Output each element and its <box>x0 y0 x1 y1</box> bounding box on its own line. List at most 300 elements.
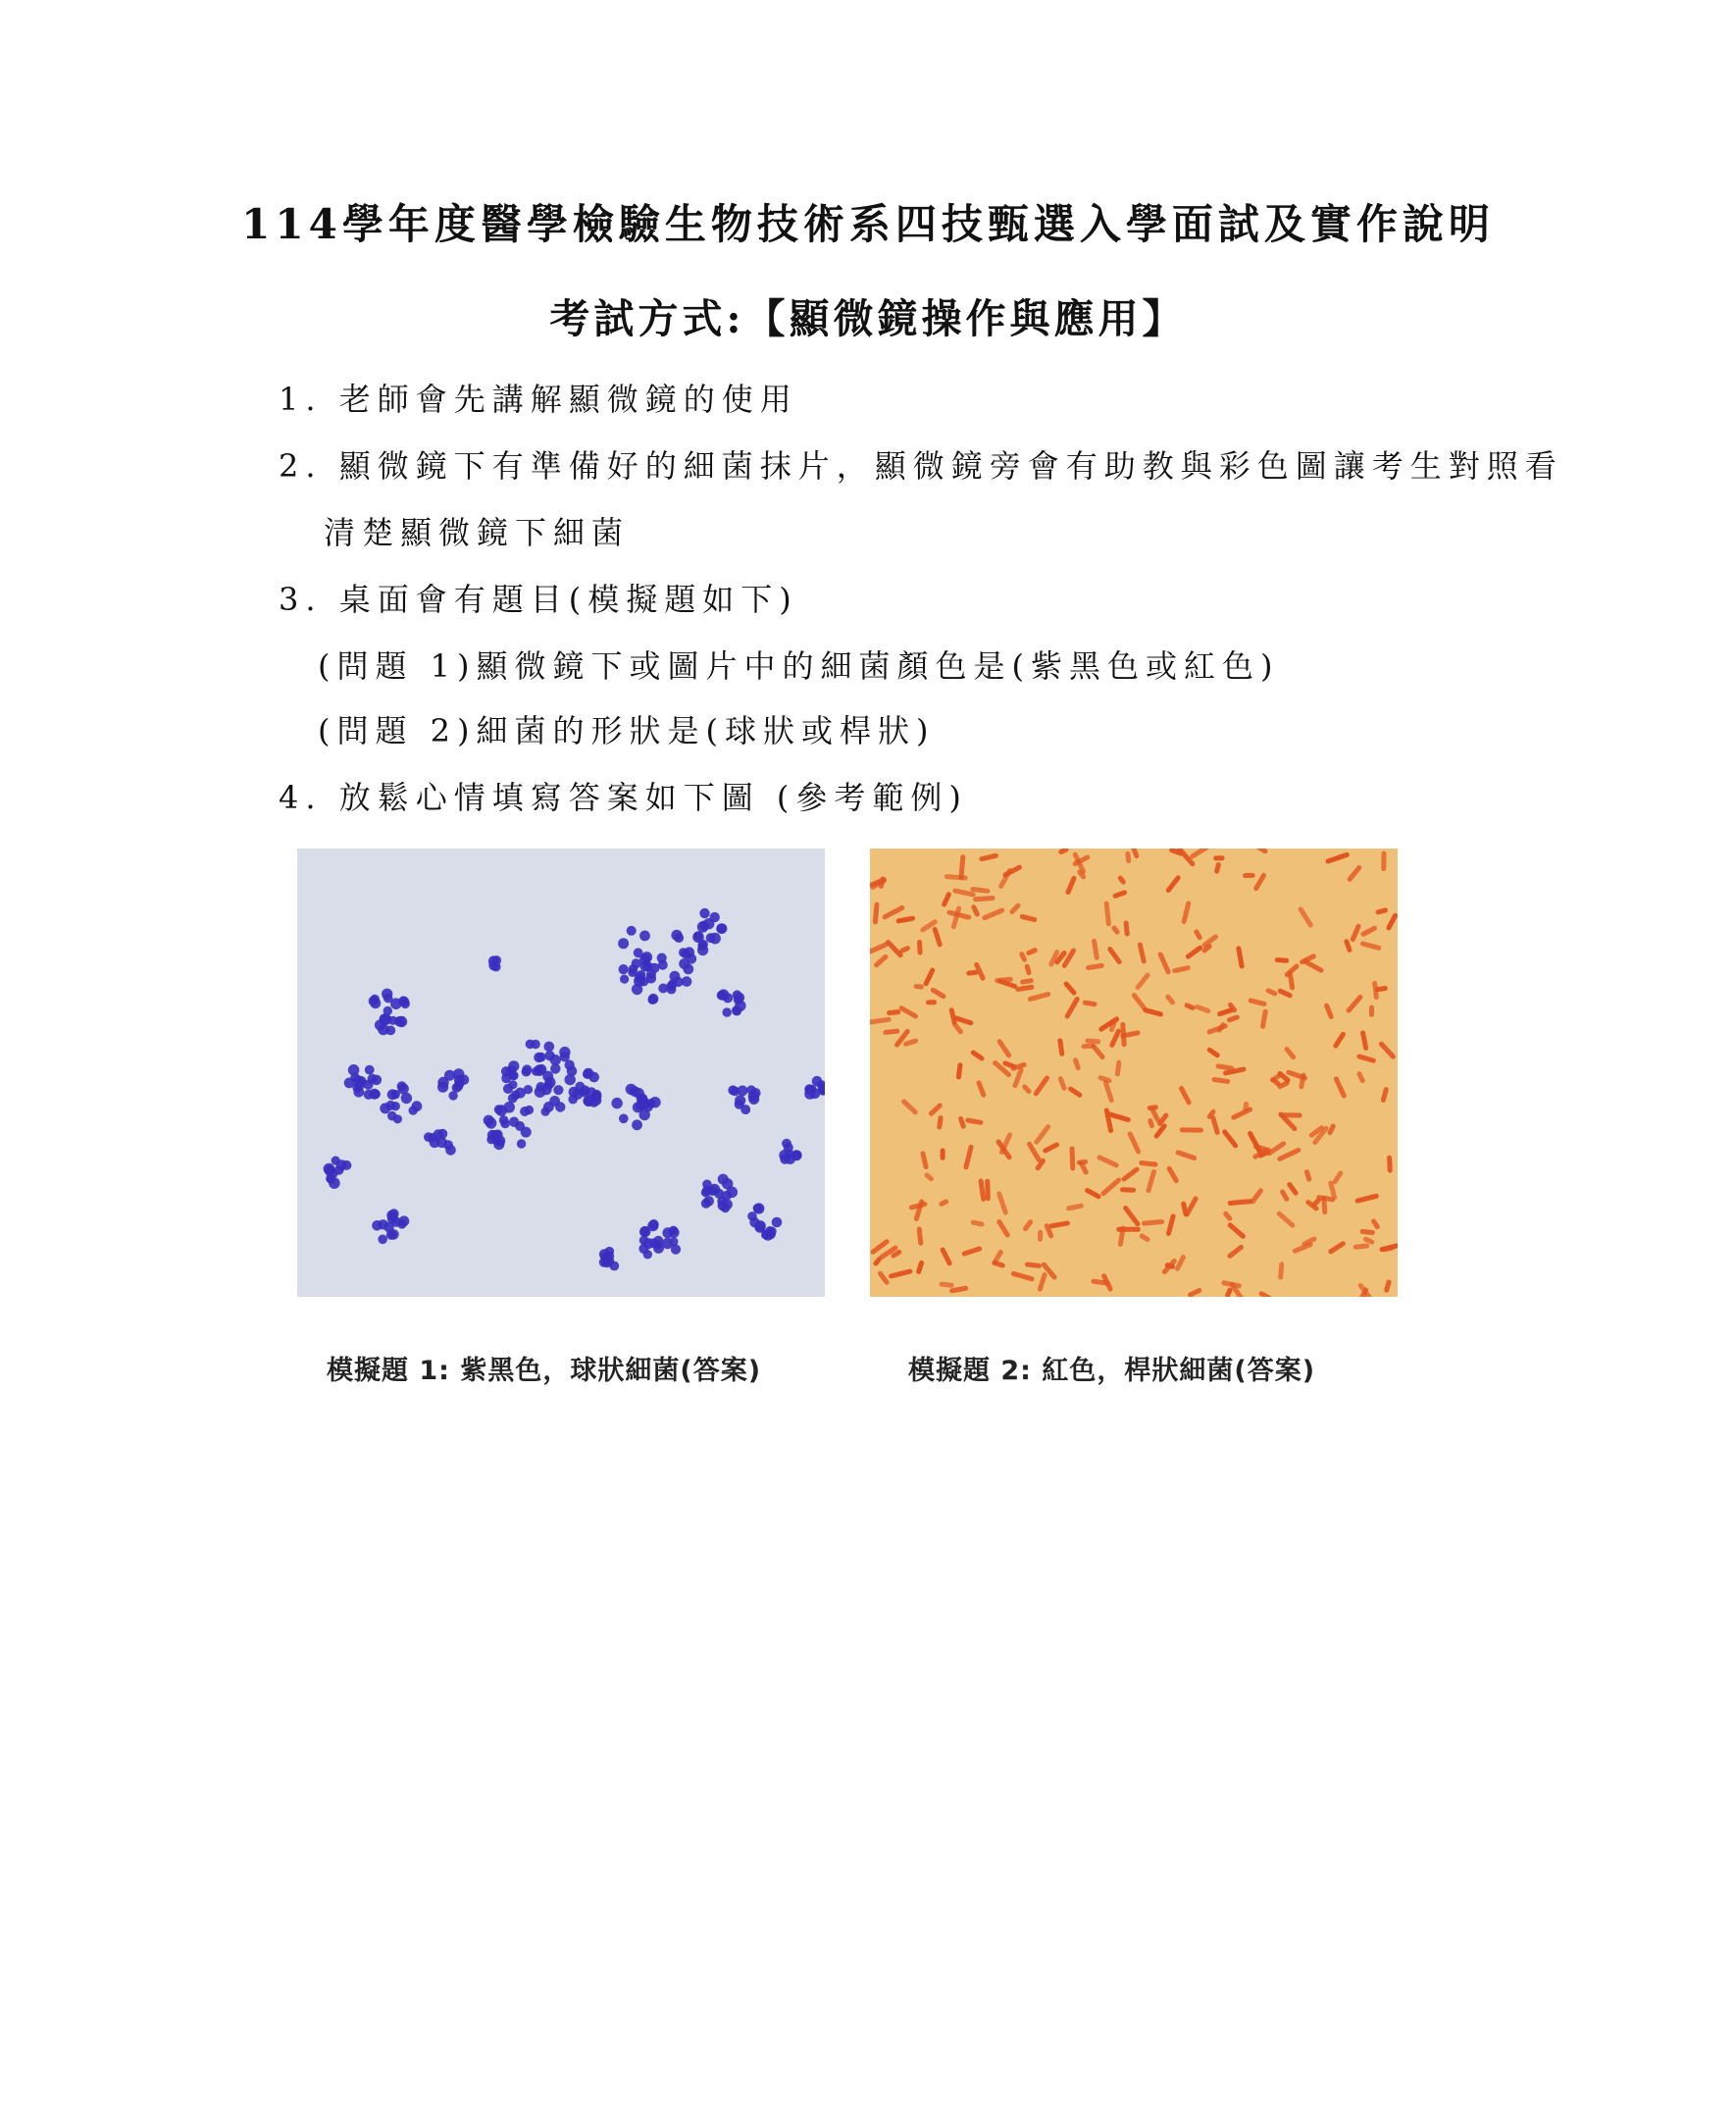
rod-cell <box>1193 929 1202 942</box>
rod-cell <box>1189 849 1212 860</box>
coccus-cell <box>634 1088 644 1099</box>
coccus-cell <box>553 1085 563 1095</box>
coccus-cell <box>671 930 682 941</box>
rod-cell <box>1258 1290 1275 1297</box>
rod-cell <box>1090 1043 1105 1060</box>
rod-cell <box>1174 1254 1187 1271</box>
rod-cell <box>1084 1187 1101 1200</box>
rod-cell <box>1211 1077 1230 1085</box>
rod-cell <box>979 852 998 861</box>
rod-cell <box>970 1050 986 1062</box>
coccus-cell <box>735 993 745 1004</box>
rod-cell <box>1033 1123 1051 1146</box>
rod-cell <box>1178 1085 1192 1106</box>
rod-cell <box>1325 851 1351 864</box>
rod-cell <box>1243 873 1255 878</box>
rod-cell <box>1148 1117 1155 1128</box>
rod-cell <box>1165 874 1182 894</box>
coccus-cell <box>369 1089 380 1100</box>
instruction-item-2: 2. 顯微鏡下有準備好的細菌抹片，顯微鏡旁會有助教與彩色圖讓考生對照看 <box>279 447 1563 485</box>
sample-question-1: (問題 1)顯微鏡下或圖片中的細菌顏色是(紫黑色或紅色) <box>318 647 1280 685</box>
coccus-cell <box>397 1219 407 1229</box>
coccus-cell <box>544 1080 554 1090</box>
rod-cell <box>1065 875 1078 896</box>
rod-cell <box>941 891 951 907</box>
coccus-cell <box>716 924 726 934</box>
rod-cell <box>923 967 936 987</box>
rod-cell <box>1175 1150 1198 1161</box>
rod-cell <box>1137 942 1147 964</box>
rod-cell <box>970 1219 985 1227</box>
rod-cell <box>914 984 925 990</box>
coccus-cell <box>536 1053 546 1062</box>
coccus-cell <box>722 1191 732 1201</box>
coccus-cell <box>385 1026 395 1036</box>
instruction-item-4: 4. 放鬆心情填寫答案如下圖 (參考範例) <box>279 779 968 816</box>
coccus-cell <box>567 1066 578 1077</box>
rod-cell <box>1019 913 1038 922</box>
rod-cell <box>1072 1057 1081 1071</box>
rod-cell <box>1360 925 1378 938</box>
coccus-cell <box>698 940 708 950</box>
rods-micrograph-image <box>870 849 1398 1297</box>
coccus-cell <box>387 1111 397 1121</box>
rod-cell <box>1092 939 1099 961</box>
rod-cell <box>956 1062 963 1080</box>
rod-cell <box>1122 1205 1141 1227</box>
coccus-cell <box>583 1096 592 1106</box>
figure-2-caption: 模擬題 2: 紅色，桿狀細菌(答案) <box>908 1356 1316 1386</box>
rod-cell <box>966 970 979 976</box>
rod-cell <box>930 987 946 1000</box>
rod-cell <box>1164 994 1176 1006</box>
rod-cell <box>1077 1159 1089 1165</box>
rod-cell <box>1166 1165 1180 1184</box>
rod-cell <box>1165 1213 1176 1237</box>
coccus-cell <box>508 1080 517 1089</box>
rod-cell <box>1037 1271 1047 1292</box>
coccus-cell <box>444 1070 455 1081</box>
rod-cell <box>1387 1156 1393 1173</box>
coccus-cell <box>740 1105 750 1114</box>
rod-cell <box>895 915 915 923</box>
coccus-cell <box>710 912 720 922</box>
rod-cell <box>1265 988 1278 998</box>
rod-cell <box>1184 1003 1197 1011</box>
coccus-cell <box>509 1071 518 1080</box>
coccus-cell <box>632 1119 642 1130</box>
coccus-cell <box>753 1204 763 1213</box>
rod-cell <box>902 1038 918 1048</box>
rod-cell <box>1381 850 1386 871</box>
rod-cell <box>1275 957 1290 963</box>
rod-cell <box>1097 1155 1120 1169</box>
rod-cell <box>1020 978 1034 985</box>
coccus-cell <box>348 1064 360 1076</box>
rod-cell <box>970 903 980 917</box>
rod-cell <box>920 1151 929 1170</box>
rod-cell <box>963 1144 974 1169</box>
coccus-cell <box>611 1098 622 1108</box>
rod-cell <box>928 1102 944 1116</box>
rod-cell <box>996 1218 1010 1238</box>
rod-cell <box>1286 1181 1299 1197</box>
rod-cell <box>1288 971 1296 990</box>
rod-cell <box>996 1038 1012 1058</box>
rod-cell <box>1008 902 1021 915</box>
rod-cell <box>957 1115 966 1129</box>
rod-cell <box>961 1246 983 1257</box>
coccus-cell <box>722 1007 732 1017</box>
rod-cell <box>937 1115 944 1130</box>
coccus-cell <box>604 1256 614 1265</box>
rod-cell <box>941 1149 945 1160</box>
rod-cell <box>1226 1014 1240 1023</box>
exam-method-heading: 考試方式:【顯微鏡操作與應用】 <box>549 295 1187 342</box>
coccus-cell <box>394 1016 405 1027</box>
coccus-cell <box>721 1203 731 1212</box>
coccus-cell <box>385 1101 395 1110</box>
coccus-cell <box>370 998 381 1008</box>
rod-cell <box>1110 924 1120 935</box>
rod-cell <box>1227 1221 1247 1240</box>
coccus-cell <box>491 1135 501 1145</box>
coccus-cell <box>543 1102 554 1112</box>
rod-cell <box>1058 849 1070 855</box>
rod-cell <box>1230 1107 1252 1121</box>
coccus-cell <box>488 960 498 970</box>
coccus-cell <box>785 1150 794 1159</box>
rod-cell <box>1181 901 1192 925</box>
rod-cell <box>1057 1076 1067 1092</box>
rod-cell <box>1063 980 1078 996</box>
rod-cell <box>917 940 923 955</box>
coccus-cell <box>754 1222 765 1233</box>
coccus-cell <box>445 1145 456 1156</box>
rod-cell <box>877 1270 891 1286</box>
rod-cell <box>913 1199 925 1222</box>
rod-cell <box>900 1098 919 1115</box>
rod-cell <box>1120 1022 1127 1047</box>
rod-cell <box>1069 1146 1075 1170</box>
rod-cell <box>916 1226 923 1246</box>
rod-cell <box>1276 1147 1302 1162</box>
coccus-cell <box>500 1119 510 1129</box>
rod-cell <box>1103 901 1111 927</box>
rod-cell <box>1380 1087 1389 1104</box>
coccus-cell <box>639 931 650 942</box>
rod-cell <box>1103 1107 1113 1133</box>
coccus-cell <box>723 993 733 1003</box>
coccus-cell <box>569 1087 580 1098</box>
rod-cell <box>940 1247 953 1267</box>
coccus-cell <box>515 1121 525 1131</box>
coccus-cell <box>682 950 690 958</box>
coccus-cell <box>591 1096 601 1106</box>
rod-cell <box>996 1191 1009 1215</box>
rod-cell <box>1026 1141 1043 1163</box>
instruction-item-2-continued: 清楚顯微鏡下細菌 <box>324 514 631 551</box>
rod-cell <box>1327 1240 1346 1255</box>
rod-cell <box>1022 1218 1034 1232</box>
rod-cell <box>1298 905 1314 928</box>
rod-cell <box>1359 1229 1375 1236</box>
coccus-cell <box>375 1020 385 1031</box>
rod-cell <box>1194 1004 1211 1014</box>
rod-cell <box>1146 1168 1157 1193</box>
rod-cell <box>926 1000 937 1004</box>
rod-cell <box>1346 994 1364 1014</box>
rod-cell <box>1375 907 1388 915</box>
rod-cell <box>1010 1270 1035 1282</box>
coccus-cell <box>544 1042 555 1053</box>
rod-cell <box>1359 941 1381 951</box>
coccus-cell <box>525 1106 534 1114</box>
coccus-cell <box>809 1088 820 1099</box>
coccus-cell <box>627 926 637 936</box>
coccus-cell <box>619 964 629 974</box>
rod-cell <box>1117 875 1127 886</box>
rod-cell <box>1026 947 1039 955</box>
coccus-cell <box>639 977 648 986</box>
rod-cell <box>1123 920 1130 936</box>
rod-cell <box>1228 1199 1253 1206</box>
coccus-cell <box>682 976 692 987</box>
rod-cell <box>1002 864 1023 878</box>
rod-cell <box>1066 1203 1085 1210</box>
rod-cell <box>1350 923 1361 943</box>
coccus-cell <box>522 1064 532 1074</box>
coccus-cell <box>618 938 629 949</box>
coccus-cell <box>699 908 709 918</box>
rod-cell <box>1048 1220 1070 1229</box>
rod-cell <box>1248 998 1267 1007</box>
rod-cell <box>1222 1210 1233 1222</box>
rod-cell <box>1386 912 1398 931</box>
rod-cell <box>1323 1003 1334 1020</box>
cocci-micrograph <box>297 849 825 1297</box>
coccus-cell <box>765 1226 774 1235</box>
rod-cell <box>1085 1038 1100 1044</box>
rod-cell <box>1120 1187 1136 1193</box>
coccus-cell <box>638 1244 648 1254</box>
coccus-cell <box>584 1068 594 1079</box>
rod-cell <box>981 907 1005 921</box>
rod-cell <box>1027 991 1050 1002</box>
rod-cell <box>870 1016 892 1024</box>
coccus-cell <box>401 1093 412 1104</box>
coccus-cell <box>649 1219 659 1229</box>
coccus-cell <box>378 1235 387 1245</box>
rod-cell <box>1187 1287 1202 1297</box>
coccus-cell <box>390 1090 400 1100</box>
coccus-cell <box>363 1080 373 1090</box>
coccus-cell <box>619 1114 629 1124</box>
rod-cell <box>1278 1261 1285 1280</box>
rod-cell <box>938 1199 949 1208</box>
coccus-cell <box>531 1040 540 1050</box>
rod-cell <box>1125 851 1131 864</box>
rod-cell <box>1369 1005 1374 1017</box>
rod-cell <box>1356 1070 1366 1084</box>
rod-cell <box>1033 1074 1050 1097</box>
coccus-cell <box>649 1097 660 1107</box>
rod-cell <box>945 874 968 881</box>
rod-cell <box>985 1179 991 1202</box>
coccus-cell <box>581 1085 590 1095</box>
coccus-cell <box>632 958 641 968</box>
rod-cell <box>1303 1169 1312 1183</box>
rod-cell <box>1333 1076 1348 1100</box>
rod-cell <box>1332 1169 1345 1185</box>
rod-cell <box>1276 1210 1297 1229</box>
coccus-cell <box>412 1101 423 1111</box>
rod-cell <box>976 1080 987 1099</box>
coccus-cell <box>452 1083 462 1093</box>
rod-cell <box>1025 1261 1043 1268</box>
rod-cell <box>1279 1189 1290 1203</box>
coccus-cell <box>679 958 689 969</box>
coccus-cell <box>636 1100 646 1110</box>
rod-cell <box>1086 963 1104 971</box>
coccus-cell <box>639 1226 650 1237</box>
rod-cell <box>1213 855 1224 860</box>
rod-cell <box>1360 1030 1369 1051</box>
rod-cell <box>1215 1063 1235 1071</box>
coccus-cell <box>670 971 681 982</box>
coccus-cell <box>701 1199 711 1209</box>
figure-1-caption: 模擬題 1: 紫黑色，球狀細菌(答案) <box>327 1356 762 1386</box>
rod-cell <box>1131 992 1148 1011</box>
rod-cell <box>1354 1193 1379 1204</box>
rods-micrograph <box>870 849 1398 1297</box>
rod-cell <box>1185 945 1203 960</box>
rod-cell <box>1370 1217 1381 1230</box>
rod-cell <box>1099 1176 1122 1197</box>
rod-cell <box>1067 1086 1083 1099</box>
rod-cell <box>1221 1128 1239 1149</box>
rod-cell <box>1139 1233 1151 1243</box>
rod-cell <box>915 1260 924 1274</box>
rod-cell <box>1135 972 1151 991</box>
rod-cell <box>1180 1127 1203 1132</box>
rod-cell <box>1226 1244 1245 1260</box>
rod-cell <box>873 901 880 924</box>
rod-cell <box>1064 996 1081 1019</box>
coccus-cell <box>365 1065 375 1075</box>
rod-cell <box>1353 1243 1369 1250</box>
sample-question-2: (問題 2)細菌的形狀是(球狀或桿狀) <box>318 712 936 749</box>
rod-cell <box>1038 1230 1043 1242</box>
rod-cell <box>1115 1059 1122 1076</box>
rod-cell <box>1247 1130 1262 1155</box>
coccus-cell <box>397 1081 407 1091</box>
rod-cell <box>1332 1031 1347 1050</box>
coccus-cell <box>605 1247 615 1257</box>
coccus-cell <box>658 984 668 994</box>
coccus-cell <box>503 1102 515 1113</box>
rod-cell <box>1260 1008 1268 1029</box>
rod-cell <box>1206 1047 1221 1058</box>
rod-cell <box>1021 1083 1032 1095</box>
coccus-cell <box>386 1230 396 1240</box>
rod-cell <box>888 1268 912 1279</box>
rod-cell <box>1121 1166 1141 1183</box>
coccus-cell <box>722 1178 733 1189</box>
instruction-item-3: 3. 桌面會有題目(模擬題如下) <box>279 581 798 618</box>
rod-cell <box>1127 1131 1142 1156</box>
coccus-cell <box>353 1087 364 1098</box>
rod-cell <box>1347 864 1363 883</box>
coccus-cell <box>517 1139 526 1148</box>
coccus-cell <box>772 1217 783 1228</box>
rod-cell <box>932 926 943 948</box>
rod-cell <box>1057 1038 1065 1056</box>
rod-cell <box>1279 1112 1302 1117</box>
coccus-cell <box>702 1186 712 1196</box>
rod-cell <box>1024 963 1032 976</box>
document-title: 114學年度醫學檢驗生物技術系四技甄選入學面試及實作說明 <box>241 200 1495 248</box>
rod-cell <box>1384 1279 1393 1293</box>
rod-cell <box>1142 1219 1165 1226</box>
rod-cell <box>996 1139 1013 1161</box>
rod-cell <box>1157 952 1172 975</box>
coccus-cell <box>648 994 659 1004</box>
coccus-cell <box>559 1047 570 1057</box>
coccus-cell <box>732 1006 741 1016</box>
coccus-cell <box>398 996 408 1005</box>
rod-cell <box>1254 849 1269 854</box>
rod-cell <box>951 1020 964 1035</box>
rod-cell <box>887 1009 901 1015</box>
coccus-cell <box>532 1067 540 1076</box>
coccus-cell <box>544 1051 554 1060</box>
coccus-cell <box>706 933 716 943</box>
rod-cell <box>973 896 996 902</box>
coccus-cell <box>643 961 653 971</box>
coccus-cell <box>620 975 629 984</box>
coccus-cell <box>344 1078 355 1089</box>
coccus-cell <box>430 1137 440 1148</box>
rod-cell <box>939 1281 954 1288</box>
rod-cell <box>1042 1142 1060 1155</box>
coccus-cell <box>658 960 668 970</box>
rod-cell <box>1378 1041 1397 1060</box>
cocci-micrograph-image <box>297 849 825 1297</box>
rod-cell <box>1061 948 1077 969</box>
rod-cell <box>1139 1160 1158 1167</box>
coccus-cell <box>748 1091 759 1102</box>
rod-cell <box>1015 984 1035 992</box>
rod-cell <box>898 1004 919 1019</box>
coccus-cell <box>378 1219 387 1229</box>
rod-cell <box>1112 890 1128 900</box>
rod-cell <box>1116 1227 1141 1232</box>
rod-cell <box>873 953 889 968</box>
rod-cell <box>1172 965 1191 974</box>
coccus-cell <box>693 931 703 941</box>
rod-cell <box>1302 958 1325 974</box>
rod-cell <box>1284 1046 1298 1060</box>
rod-cell <box>1106 946 1122 965</box>
rod-cell <box>1206 1023 1229 1035</box>
coccus-cell <box>669 1227 680 1238</box>
coccus-cell <box>494 1105 503 1113</box>
rod-cell <box>1102 1080 1114 1104</box>
rod-cell <box>883 1028 899 1035</box>
rod-cell <box>965 1117 984 1125</box>
coccus-cell <box>389 1209 399 1218</box>
